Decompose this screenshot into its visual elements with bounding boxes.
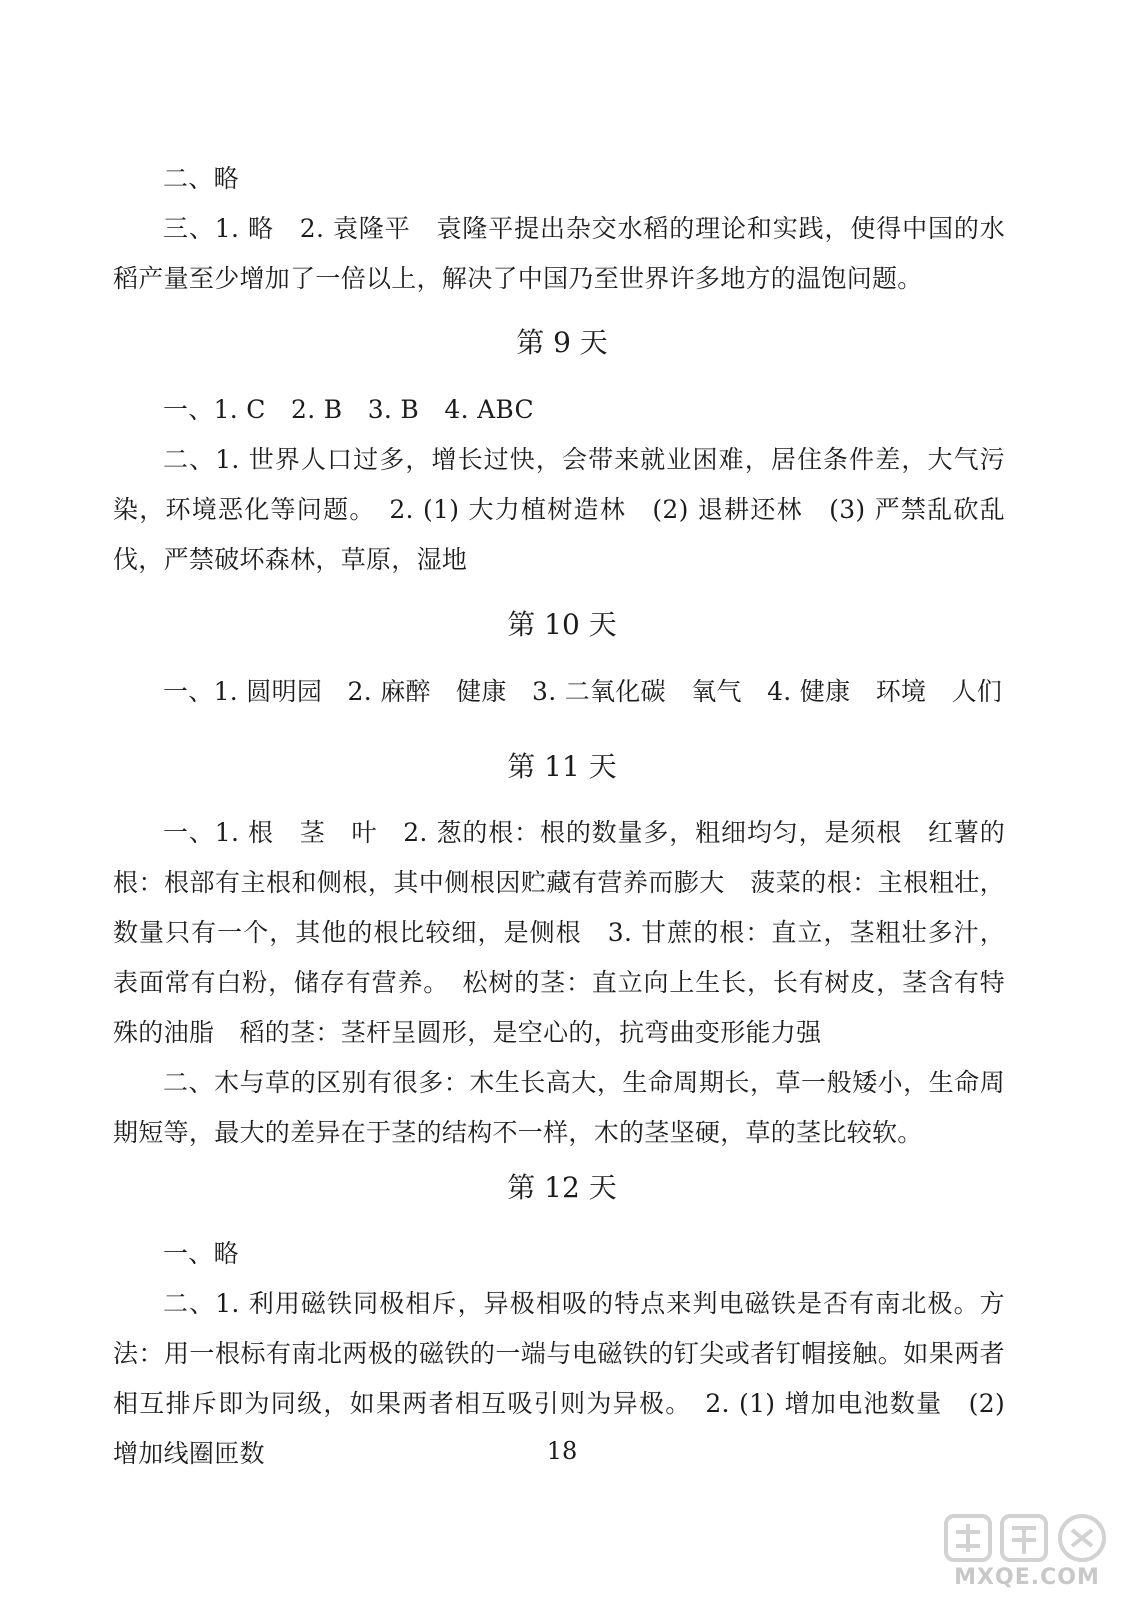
day11-answer-1: 一、1. 根 茎 叶 2. 葱的根：根的数量多，粗细均匀，是须根 红薯的根：根部有主根和侧根，其中侧根因贮藏有营养而膨大 菠菜的根：主根粗壮，数量只有一个，其他的根比较细，是侧根 3. 甘蔗的根：直立，茎粗壮多汁，表面常有白粉，储存有营养。 松树的茎：直立向上生长，长有树皮，茎含有特殊的油脂 稻的茎：茎杆呈圆形，是空心的，抗弯曲变形能力强: [113, 818, 1005, 1047]
page-number: 18: [546, 1437, 578, 1465]
watermark-text: MXQE.COM: [954, 1565, 1100, 1590]
day11-answer-2: 二、木与草的区别有很多：木生长高大，生命周期长，草一般矮小，生命周期短等，最大的差异在于茎的结构不一样，木的茎坚硬，草的茎比较软。: [113, 1068, 1005, 1147]
day9-answer-1: 一、1. C 2. B 3. B 4. ABC: [163, 395, 534, 424]
day12-answer-2: 二、1. 利用磁铁同极相斥，异极相吸的特点来判电磁铁是否有南北极。方法：用一根标有南北两极的磁铁的一端与电磁铁的钉尖或者钉帽接触。如果两者相互排斥即为同级，如果两者相互吸引则为异极。 2. (1) 增加电池数量 (2) 增加线圈匝数: [113, 1289, 1005, 1468]
day12-heading: 第 12 天: [507, 1171, 617, 1204]
day11-heading: 第 11 天: [507, 750, 617, 783]
day9-heading: 第 9 天: [516, 326, 608, 359]
watermark: [942, 1510, 1112, 1590]
intro-answer-3: 三、1. 略 2. 袁隆平 袁隆平提出杂交水稻的理论和实践，使得中国的水稻产量至少增加了一倍以上，解决了中国乃至世界许多地方的温饱问题。: [113, 214, 1005, 293]
day12-answer-1: 一、略: [163, 1239, 239, 1268]
day9-answer-2: 二、1. 世界人口过多，增长过快，会带来就业困难，居住条件差，大气污染，环境恶化等问题。 2. (1) 大力植树造林 (2) 退耕还林 (3) 严禁乱砍乱伐，严禁破坏森林，草原，湿地: [113, 445, 1005, 574]
day10-answer-1: 一、1. 圆明园 2. 麻醉 健康 3. 二氧化碳 氧气 4. 健康 环境 人们: [163, 677, 1003, 706]
day10-heading: 第 10 天: [507, 608, 617, 641]
answer-watermark-logo-icon: [942, 1510, 1112, 1566]
intro-answer-2: 二、略: [163, 164, 239, 193]
